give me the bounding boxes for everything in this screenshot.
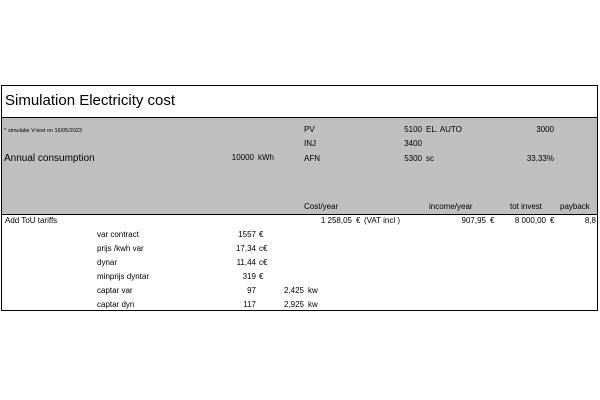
tou-payback-value: 8,8: [584, 216, 596, 225]
tou-label: Add ToU tariffs: [5, 216, 58, 225]
spreadsheet: [1, 85, 598, 311]
tou-invest-unit: €: [550, 216, 555, 225]
tou-invest-value: 8 000,00: [514, 216, 546, 225]
col-payback-header: payback: [560, 202, 590, 211]
param-label: captar dyn: [97, 300, 135, 309]
param-extra-unit: kw: [308, 300, 318, 309]
param-extra-value: 2,925: [283, 300, 304, 309]
param-unit: €: [259, 230, 264, 239]
param-label: var contract: [97, 230, 139, 239]
param-unit: €: [259, 272, 264, 281]
sheet-title: Simulation Electricity cost: [5, 92, 176, 109]
tou-cost-unit: €: [356, 216, 361, 225]
tou-income-unit: €: [490, 216, 495, 225]
annual-consumption-label: Annual consumption: [4, 153, 95, 164]
tou-cost-note: (VAT incl ): [364, 216, 401, 225]
inj-value: 3400: [404, 139, 422, 148]
header-block: [2, 118, 597, 215]
param-extra-unit: kw: [308, 286, 318, 295]
asterisk: *: [4, 128, 7, 134]
param-value: 97: [247, 286, 256, 295]
param-value: 1557: [238, 230, 256, 239]
param-value: 319: [242, 272, 256, 281]
pv-note: EL. AUTO: [426, 125, 462, 134]
afn-label: AFN: [304, 154, 320, 163]
param-label: dynar: [97, 258, 118, 267]
col-income-header: income/year: [429, 202, 473, 211]
title-row: [2, 86, 597, 118]
col-invest-header: tot invest: [510, 202, 543, 211]
param-label: captar var: [97, 286, 133, 295]
inj-label: INJ: [304, 139, 316, 148]
param-unit: c€: [259, 258, 268, 267]
col-cost-header: Cost/year: [304, 202, 339, 211]
annual-consumption-value: 10000: [231, 153, 254, 162]
param-label: minprijs dyntar: [97, 272, 150, 281]
annual-consumption-unit: kWh: [258, 153, 274, 162]
afn-value: 5300: [404, 154, 422, 163]
afn-note: sc: [426, 154, 434, 163]
param-value: 17,34: [235, 244, 256, 253]
param-value: 117: [243, 300, 256, 309]
tou-cost-value: 1 258,05: [320, 216, 352, 225]
param-unit: c€: [259, 244, 268, 253]
param-value: 11,44: [236, 258, 256, 267]
sim-note: simulatie V-test on 16/05/2023: [8, 128, 82, 134]
pv-extra: 3000: [536, 125, 554, 134]
param-extra-value: 2,425: [283, 286, 304, 295]
pv-value: 5100: [404, 125, 422, 134]
tou-income-value: 907,95: [461, 216, 486, 225]
pv-label: PV: [304, 125, 315, 134]
param-label: prijs /kwh var: [97, 244, 144, 253]
afn-pct: 33,33%: [526, 154, 554, 163]
